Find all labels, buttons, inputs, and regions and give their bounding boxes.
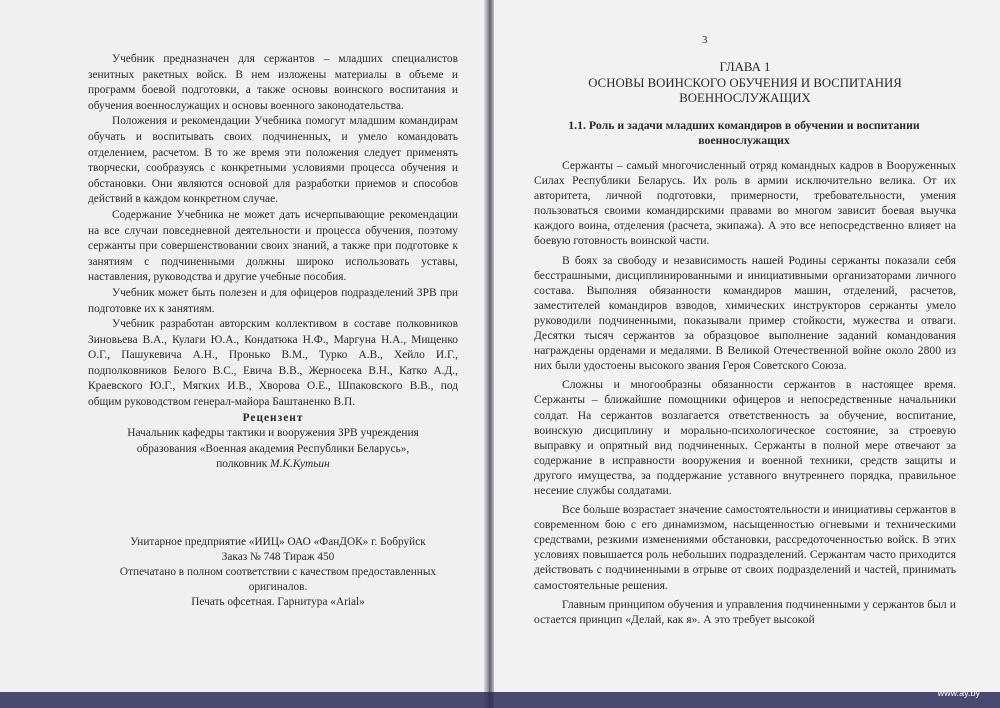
imprint-quality-note: Отпечатано в полном соответствии с качеством предоставленных оригиналов. [119, 566, 437, 593]
left-page [0, 0, 488, 708]
right-page-body [534, 158, 956, 631]
left-paragraph-3: Содержание Учебника не может дать исчерпывающие рекомендации на все случаи повседневной деятельности и процесса обучения, поэтому сержанты при совершенствовании своих знаний, а также при подготовке к занятиям с подчиненными должны широко использовать уставы, наставления, руководства и другие учебные пособия. [88, 208, 458, 284]
page-number: 3 [702, 34, 708, 46]
right-page [490, 0, 1000, 708]
right-paragraph-3: Сложны и многообразны обязанности сержантов в настоящее время. Сержанты – ближайшие помощники офицеров и непосредственные начальники солдат. На сержантов возлагается ответственность за обучение, воспитание, воинскую дисциплину и морально-психологическое состояние, за строевую выправку и опрятный вид подчиненных. Сержанты в полной мере отвечают за содержание в исправности вооружения и военной техники, средств защиты и другого имущества, за поддержание уставного внутреннего порядка, правильное несение службы солдатами. [534, 378, 956, 497]
left-paragraph-2: Положения и рекомендации Учебника помогут младшим командирам обучать и воспитывать своих подчиненных, и умело командовать отделением, расчетом. В то же время эти положения следует применять творчески, сообразуясь с конкретными условиями процесса обучения и обстановки. Они являются основой для разработки приемов и способов действий в каждом конкретном случае. [88, 115, 458, 206]
book-gutter [484, 0, 494, 708]
bottom-edge-shadow [0, 692, 1000, 708]
chapter-number: ГЛАВА 1 [719, 60, 771, 74]
chapter-title-line1: ОСНОВЫ ВОИНСКОГО ОБУЧЕНИЯ И ВОСПИТАНИЯ [588, 75, 902, 90]
section-title: 1.1. Роль и задачи младших командиров в обучении и воспитании военнослужащих [568, 118, 920, 147]
reviewer-name-line [88, 457, 458, 473]
right-paragraph-2: В боях за свободу и независимость нашей Родины сержанты показали себя бесстрашными, дисциплинированными и инициативными организаторами личного состава. Выполняя обязанности командиров машин, отделений, расчетов, заместителей командиров взводов, химических инструкторов сержанты умело руководили подчиненными, показывали пример стойкости, мужества и отваги. Десятки тысяч сержантов за образцовое выполнение заданий командования награждены орденами и медалями. В Великой Отечественной войне около 2800 из них были удостоены высокого звания Героя Советского Союза. [534, 253, 956, 373]
imprint-print-type: Печать офсетная. Гарнитура «Arial» [191, 596, 365, 608]
imprint-order: Заказ № 748 Тираж 450 [221, 551, 335, 563]
imprint-publisher: Унитарное предприятие «ИИЦ» ОАО «ФанДОК» г. Бобруйск [130, 536, 426, 548]
right-paragraph-1: Сержанты – самый многочисленный отряд командных кадров в Вооруженных Силах Республики Беларусь. Их роль в армии исключительно велика. От их авторитета, личной подготовки, примерности, требовательности, умения пользоваться своими командирскими правами во многом зависит боевая выучка каждого воина, отделения (расчета, экипажа). А это все непосредственно влияет на боевую готовность воинской части. [534, 159, 956, 248]
chapter-heading [530, 60, 960, 107]
printing-imprint [118, 535, 438, 610]
left-paragraph-4: Учебник может быть полезен и для офицеров подразделений ЗРВ при подготовке их к занятиям. [88, 286, 458, 315]
reviewer-heading: Рецензент [242, 411, 304, 424]
left-page-body [88, 52, 458, 473]
reviewer-position-line2: образования «Военная академия Республики Беларусь», [136, 442, 410, 455]
left-paragraph-5: Учебник разработан авторским коллективом в составе полковников Зиновьева В.А., Кулаги Ю.А., Кондатюка Н.Ф., Маргуна Н.А., Мищенко О.Г., Пашукевича А.Н., Пронько В.М., Турко А.В., Хейло И.Г., подполковников Белого В.С., Евича В.В., Жерносека В.Н., Катко А.Д., Краевского Ю.Г., Мягких И.В., Хворова О.Е., Шпаковского В.В., под общим руководством генерал-майора Баштаненко В.П. [88, 318, 458, 409]
reviewer-rank: полковник [216, 458, 271, 471]
site-watermark: www.ay.by [937, 688, 980, 698]
reviewer-name: М.К.Кутьин [270, 458, 330, 471]
chapter-title-line2: ВОЕННОСЛУЖАЩИХ [679, 91, 811, 105]
reviewer-position-line1: Начальник кафедры тактики и вооружения ЗРВ учреждения [127, 427, 419, 440]
right-paragraph-4: Все больше возрастает значение самостоятельности и инициативы сержантов в современном бою с его динамизмом, насыщенностью огневыми и техническими средствами, резкими изменениями обстановки, рассредоточенностью войск. В этих условиях повышается роль небольших подразделений. Сержантам часто приходится действовать с подчиненными в отрыве от своих подразделений и частей, принимать самостоятельные решения. [534, 503, 956, 592]
right-paragraph-5: Главным принципом обучения и управления подчиненными у сержантов был и остается принцип «Делай, как я». А это требует высокой [534, 597, 956, 626]
left-paragraph-1: Учебник предназначен для сержантов – младших специалистов зенитных ракетных войск. В нем изложены материалы в объеме и программ боевой подготовки, а также основы воинского воспитания и обучения военнослужащих и основы военного законодательства. [88, 53, 458, 112]
